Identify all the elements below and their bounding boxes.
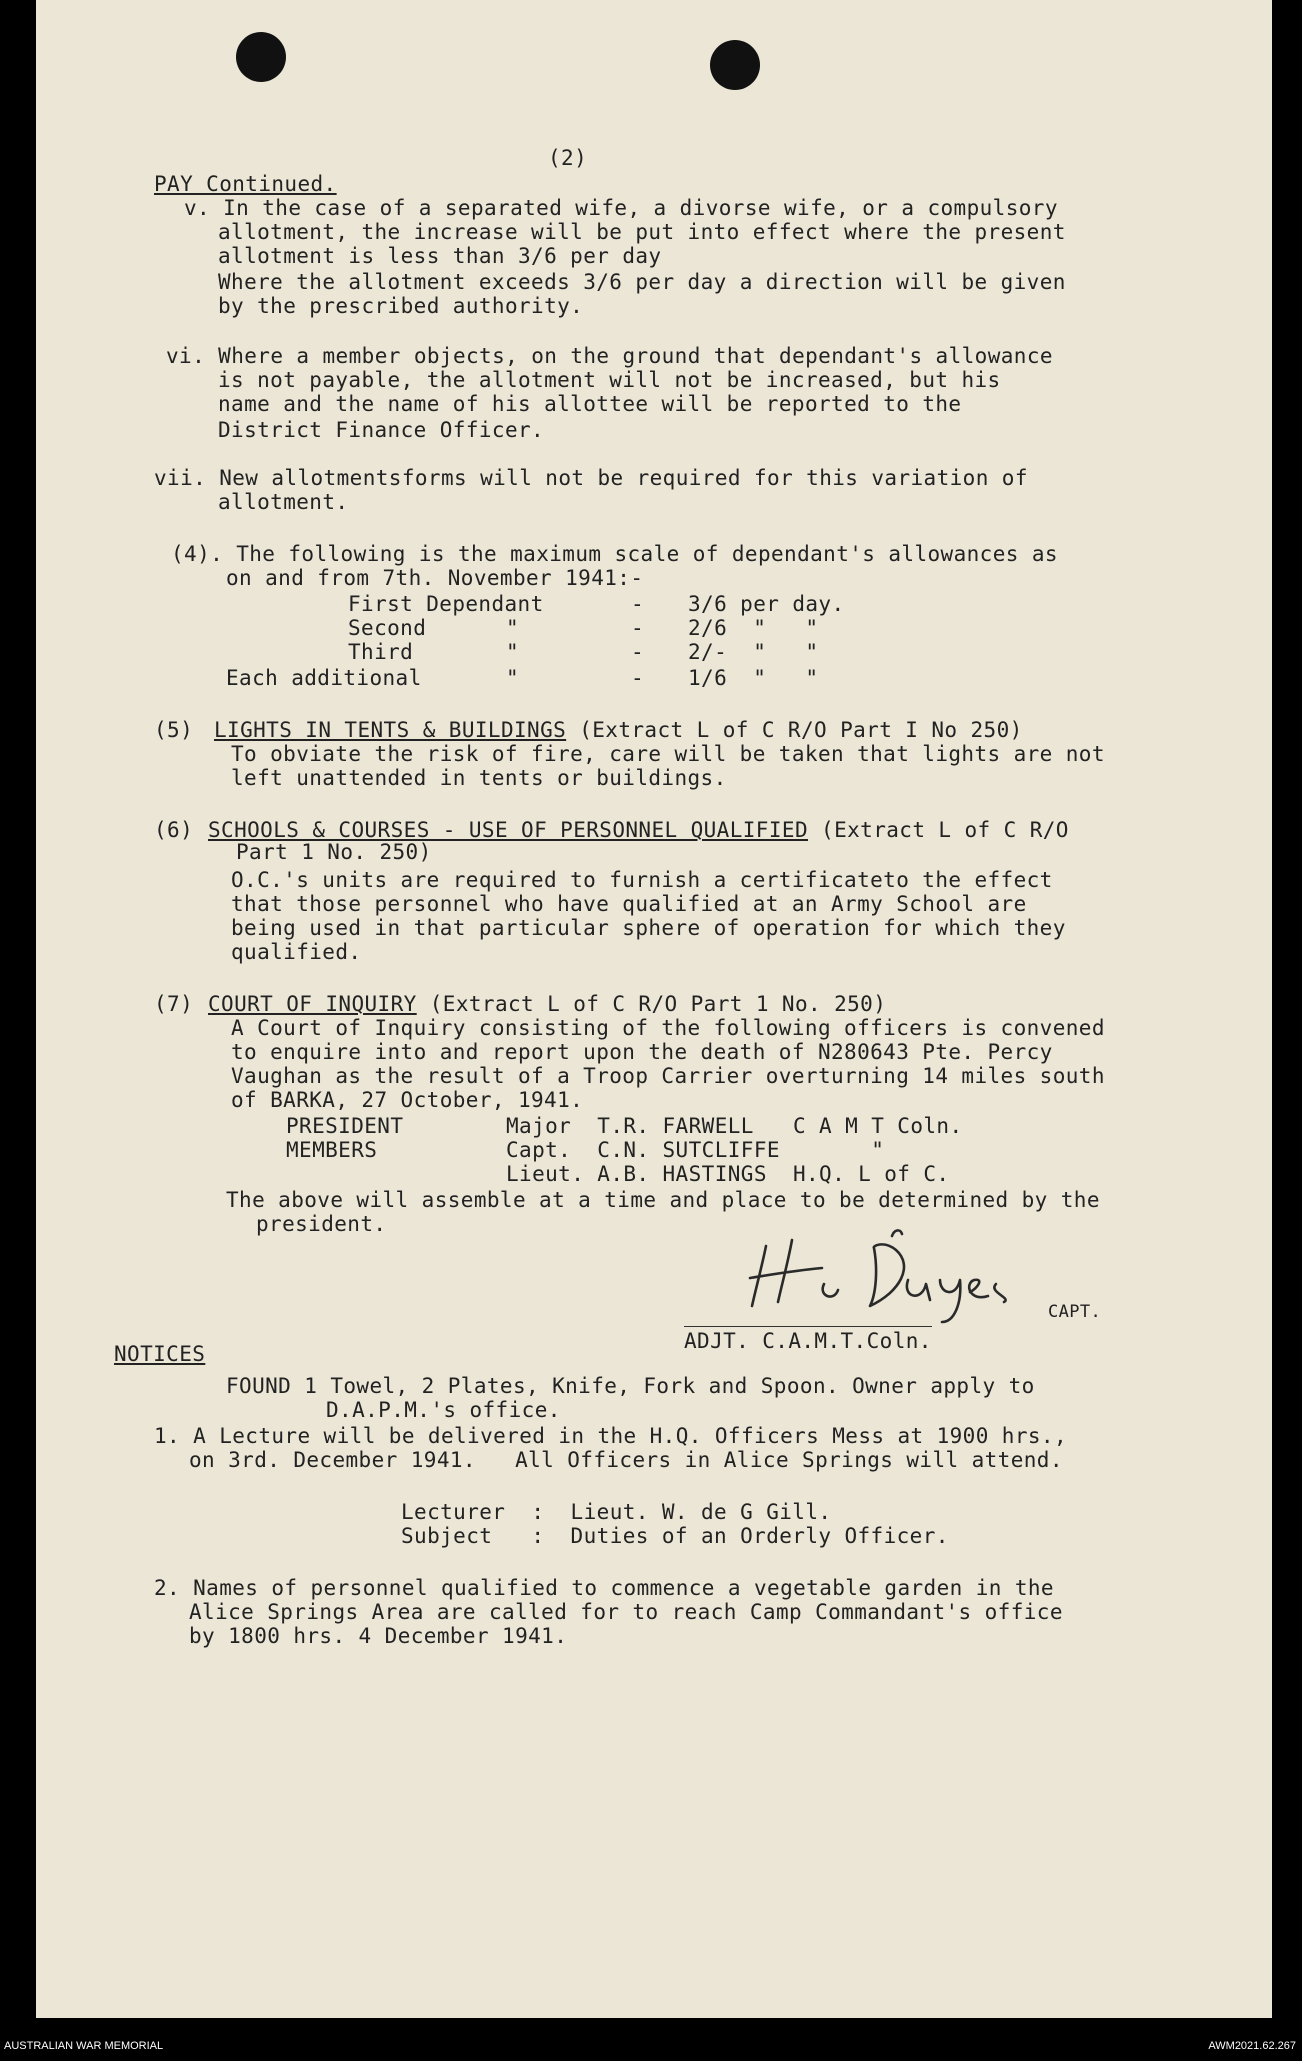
section-7-number: (7) bbox=[154, 992, 194, 1016]
scale-ditto: " bbox=[506, 616, 520, 640]
pay-vi-line: name and the name of his allottee will be reported to the bbox=[218, 392, 962, 416]
pay-v-line: Where the allotment exceeds 3/6 per day a direction will be given bbox=[218, 270, 1066, 294]
scale-ditto: " bbox=[506, 666, 520, 690]
section-6-reference-cont: Part 1 No. 250) bbox=[236, 840, 432, 864]
scale-label: Third bbox=[348, 640, 414, 664]
section-5-reference: (Extract L of C R/O Part I No 250) bbox=[566, 718, 1023, 742]
section-6-line: qualified. bbox=[231, 940, 362, 964]
scale-amount: 1/6 " " bbox=[688, 666, 819, 690]
scale-dash: - bbox=[631, 666, 645, 690]
officer-entry: Lieut. A.B. HASTINGS H.Q. L of C. bbox=[506, 1162, 950, 1186]
scale-dash: - bbox=[631, 640, 645, 664]
pay-vii-line: allotment. bbox=[218, 490, 349, 514]
pay-vii-line: vii. New allotmentsforms will not be required for this variation of bbox=[154, 466, 1028, 490]
officer-entry: Major T.R. FARWELL C A M T Coln. bbox=[506, 1114, 963, 1138]
footer-reference: AWM2021.62.267 bbox=[1208, 2040, 1296, 2052]
section-7-reference: (Extract L of C R/O Part 1 No. 250) bbox=[416, 992, 887, 1016]
section-6-line: being used in that particular sphere of operation for which they bbox=[231, 916, 1066, 940]
scale-amount: 2/6 " " bbox=[688, 616, 819, 640]
signature-title: ADJT. C.A.M.T.Coln. bbox=[684, 1326, 932, 1353]
members-label: MEMBERS bbox=[286, 1138, 378, 1162]
pay-v-line: v. In the case of a separated wife, a divorse wife, or a compulsory bbox=[184, 196, 1058, 220]
section-7-closing: The above will assemble at a time and place to be determined by the bbox=[226, 1188, 1100, 1212]
scale-label: Each additional bbox=[226, 666, 422, 690]
section-5-line: left unattended in tents or buildings. bbox=[231, 766, 727, 790]
document-page bbox=[36, 0, 1272, 2018]
notice-1-line: on 3rd. December 1941. All Officers in Alice Springs will attend. bbox=[189, 1448, 1063, 1472]
scale-dash: - bbox=[631, 616, 645, 640]
scale-ditto: " bbox=[506, 640, 520, 664]
footer-credit: AUSTRALIAN WAR MEMORIAL bbox=[4, 2040, 164, 2052]
subject-line: Subject : Duties of an Orderly Officer. bbox=[401, 1524, 949, 1548]
scale-dash: - bbox=[631, 592, 645, 616]
pay-vi-line: is not payable, the allotment will not be increased, but his bbox=[218, 368, 1001, 392]
section-6-heading bbox=[208, 818, 1069, 842]
section-7-title: COURT OF INQUIRY bbox=[208, 992, 417, 1016]
page-number: (2) bbox=[548, 146, 588, 170]
section-7-closing: president. bbox=[256, 1212, 387, 1236]
section-7-line: A Court of Inquiry consisting of the following officers is convened bbox=[231, 1016, 1105, 1040]
pay-vi-line: District Finance Officer. bbox=[218, 418, 545, 442]
pay-v-line: allotment is less than 3/6 per day bbox=[218, 244, 662, 268]
pay-heading: PAY Continued. bbox=[154, 172, 337, 196]
section-6-line: that those personnel who have qualified at an Army School are bbox=[231, 892, 1027, 916]
officer-entry: Capt. C.N. SUTCLIFFE " bbox=[506, 1138, 885, 1162]
section-5-title: LIGHTS IN TENTS & BUILDINGS bbox=[214, 718, 567, 742]
pay-v-line: by the prescribed authority. bbox=[218, 294, 584, 318]
section-7-line: to enquire into and report upon the death of N280643 Pte. Percy bbox=[231, 1040, 1053, 1064]
notice-found-line: D.A.P.M.'s office. bbox=[326, 1398, 561, 1422]
pay-v-line: allotment, the increase will be put into effect where the present bbox=[218, 220, 1066, 244]
notice-2-line: by 1800 hrs. 4 December 1941. bbox=[189, 1624, 568, 1648]
typed-text bbox=[36, 0, 1272, 2018]
handwritten-signature bbox=[726, 1218, 1056, 1328]
scale-amount: 3/6 per day. bbox=[688, 592, 845, 616]
section-5-line: To obviate the risk of fire, care will be taken that lights are not bbox=[231, 742, 1105, 766]
notice-1-line: 1. A Lecture will be delivered in the H.Q. Officers Mess at 1900 hrs., bbox=[154, 1424, 1068, 1448]
section-6-number: (6) bbox=[154, 818, 194, 842]
section-6-reference: (Extract L of C R/O bbox=[807, 818, 1069, 842]
notices-heading: NOTICES bbox=[114, 1342, 206, 1366]
lecturer-line: Lecturer : Lieut. W. de G Gill. bbox=[401, 1500, 832, 1524]
notice-found-line: FOUND 1 Towel, 2 Plates, Knife, Fork and Spoon. Owner apply to bbox=[226, 1374, 1035, 1398]
para-4-line: on and from 7th. November 1941:- bbox=[226, 566, 644, 590]
notice-2-line: Alice Springs Area are called for to reach Camp Commandant's office bbox=[189, 1600, 1063, 1624]
president-label: PRESIDENT bbox=[286, 1114, 404, 1138]
scale-label: Second bbox=[348, 616, 427, 640]
scale-label: First Dependant bbox=[348, 592, 544, 616]
section-6-line: O.C.'s units are required to furnish a certificateto the effect bbox=[231, 868, 1053, 892]
section-7-heading bbox=[208, 992, 886, 1016]
pay-vi-line: vi. Where a member objects, on the ground that dependant's allowance bbox=[166, 344, 1053, 368]
notice-2-line: 2. Names of personnel qualified to commence a vegetable garden in the bbox=[154, 1576, 1054, 1600]
scale-amount: 2/- " " bbox=[688, 640, 819, 664]
signature-rank: CAPT. bbox=[1048, 1302, 1102, 1322]
section-7-line: Vaughan as the result of a Troop Carrier overturning 14 miles south bbox=[231, 1064, 1105, 1088]
section-7-line: of BARKA, 27 October, 1941. bbox=[231, 1088, 584, 1112]
section-6-title: SCHOOLS & COURSES - USE OF PERSONNEL QUALIFIED bbox=[208, 818, 808, 842]
section-5-heading bbox=[214, 718, 1023, 742]
section-5-number: (5) bbox=[154, 718, 194, 742]
para-4-line: (4). The following is the maximum scale of dependant's allowances as bbox=[171, 542, 1058, 566]
